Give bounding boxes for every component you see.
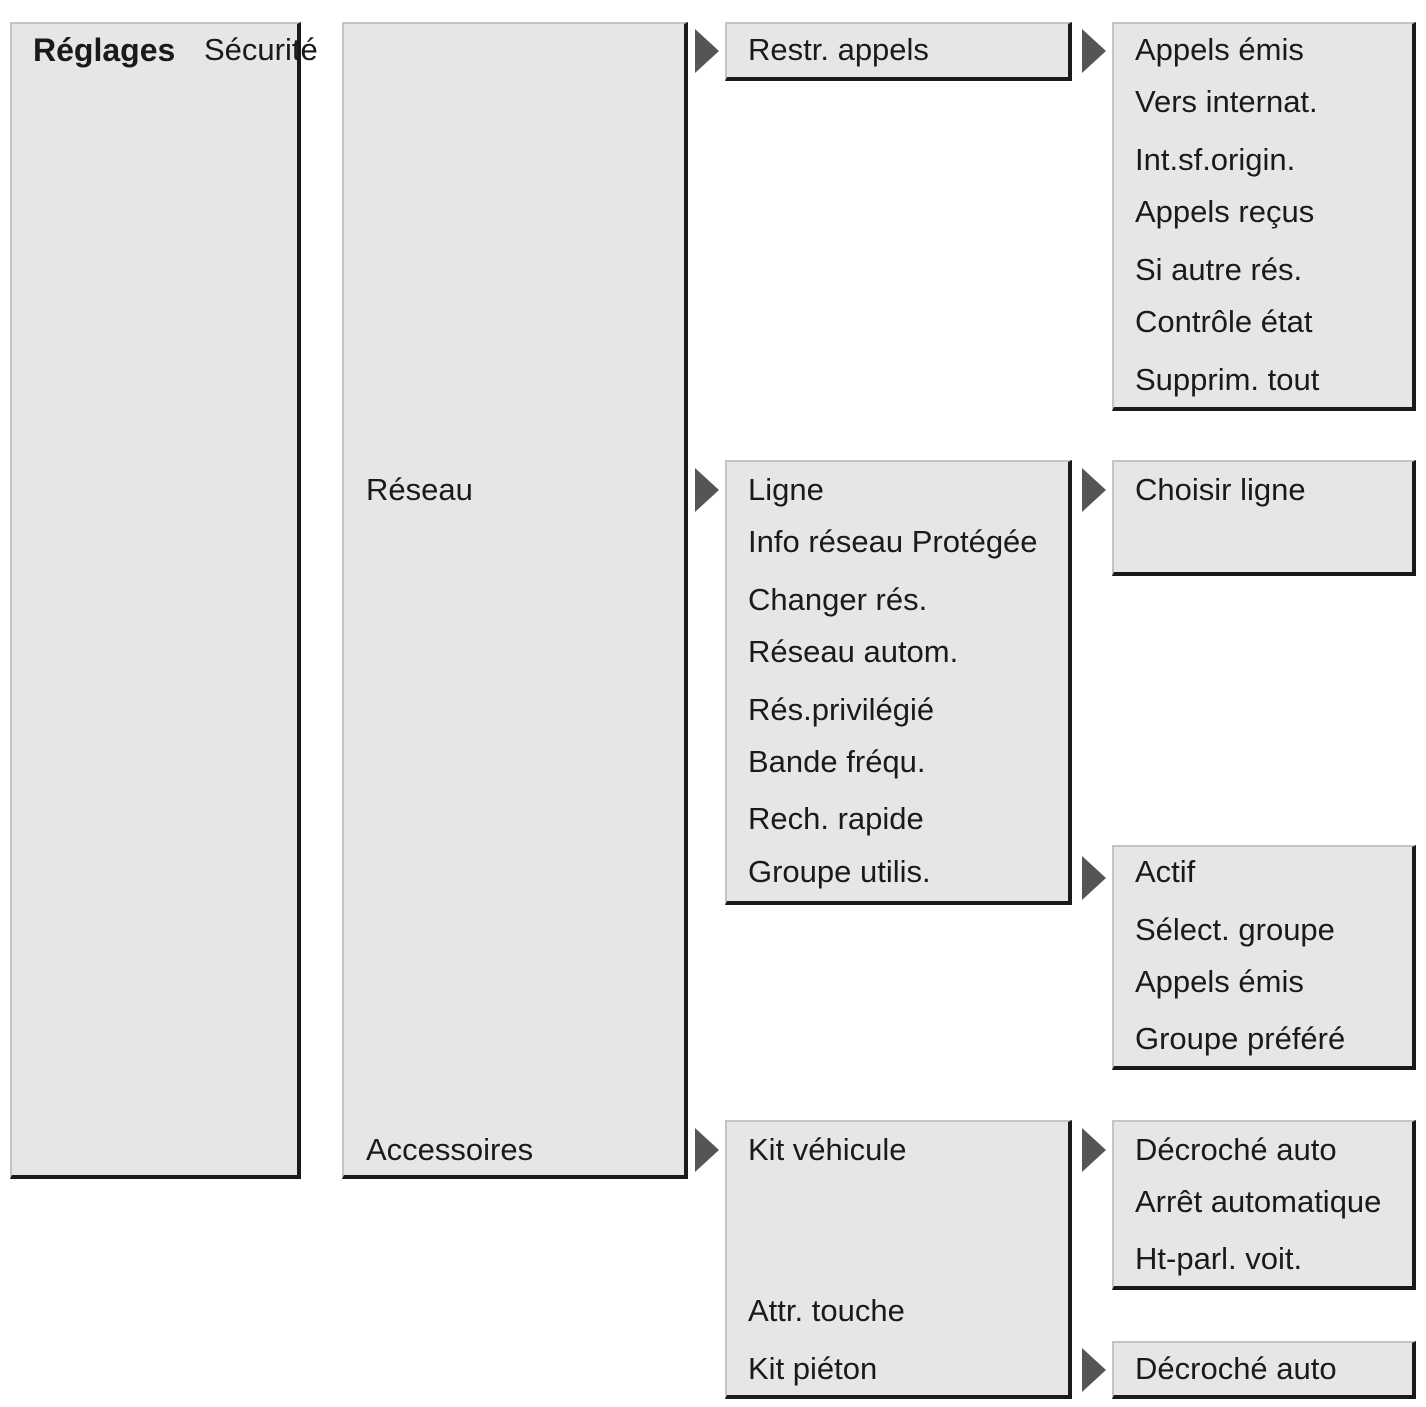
arrow-right-icon <box>1082 468 1106 512</box>
menu-item-rech-rapide[interactable]: Rech. rapide <box>748 801 924 836</box>
menu-item-securite[interactable]: Sécurité <box>204 32 318 67</box>
menu-item-ht-parl-voit[interactable]: Ht-parl. voit. <box>1135 1241 1303 1276</box>
menu-item-restr-appels[interactable]: Restr. appels <box>748 32 929 67</box>
menu-item-appels-recus[interactable]: Appels reçus <box>1135 194 1315 229</box>
menu-item-supprim-tout[interactable]: Supprim. tout <box>1135 362 1320 397</box>
menu-item-actif[interactable]: Actif <box>1135 854 1196 889</box>
arrow-right-icon <box>1082 856 1106 900</box>
arrow-right-icon <box>695 29 719 73</box>
arrow-right-icon <box>1082 1348 1106 1392</box>
arrow-right-icon <box>1082 29 1106 73</box>
menu-item-reseau[interactable]: Réseau <box>366 472 473 507</box>
menu-item-si-autre-res[interactable]: Si autre rés. <box>1135 252 1303 287</box>
menu-item-bande-frequ[interactable]: Bande fréqu. <box>748 744 926 779</box>
menu-item-vers-internat[interactable]: Vers internat. <box>1135 84 1318 119</box>
arrow-right-icon <box>1082 1128 1106 1172</box>
menu-item-changer-res[interactable]: Changer rés. <box>748 582 928 617</box>
menu-item-groupe-utilis[interactable]: Groupe utilis. <box>748 854 931 889</box>
menu-item-accessoires[interactable]: Accessoires <box>366 1132 534 1167</box>
menu-item-info-reseau[interactable]: Info réseau Protégée <box>748 524 1038 559</box>
menu-panel-level2 <box>342 22 688 1179</box>
menu-title-reglages: Réglages <box>33 32 176 68</box>
menu-item-arret-automatique[interactable]: Arrêt automatique <box>1135 1184 1382 1219</box>
arrow-right-icon <box>695 1128 719 1172</box>
menu-panel-reglages <box>10 22 301 1179</box>
menu-item-decroche-auto-pieton[interactable]: Décroché auto <box>1135 1351 1337 1386</box>
menu-item-appels-emis[interactable]: Appels émis <box>1135 32 1304 67</box>
menu-item-decroche-auto[interactable]: Décroché auto <box>1135 1132 1337 1167</box>
menu-item-select-groupe[interactable]: Sélect. groupe <box>1135 912 1335 947</box>
menu-item-groupe-prefere[interactable]: Groupe préféré <box>1135 1021 1346 1056</box>
menu-item-ligne[interactable]: Ligne <box>748 472 824 507</box>
menu-item-appels-emis-groupe[interactable]: Appels émis <box>1135 964 1304 999</box>
menu-item-kit-pieton[interactable]: Kit piéton <box>748 1351 878 1386</box>
menu-item-res-privilegie[interactable]: Rés.privilégié <box>748 692 935 727</box>
menu-item-int-sf-origin[interactable]: Int.sf.origin. <box>1135 142 1296 177</box>
menu-item-choisir-ligne[interactable]: Choisir ligne <box>1135 472 1306 507</box>
arrow-right-icon <box>695 468 719 512</box>
menu-item-reseau-autom[interactable]: Réseau autom. <box>748 634 959 669</box>
menu-item-kit-vehicule[interactable]: Kit véhicule <box>748 1132 907 1167</box>
menu-item-attr-touche[interactable]: Attr. touche <box>748 1293 905 1328</box>
menu-item-controle-etat[interactable]: Contrôle état <box>1135 304 1313 339</box>
